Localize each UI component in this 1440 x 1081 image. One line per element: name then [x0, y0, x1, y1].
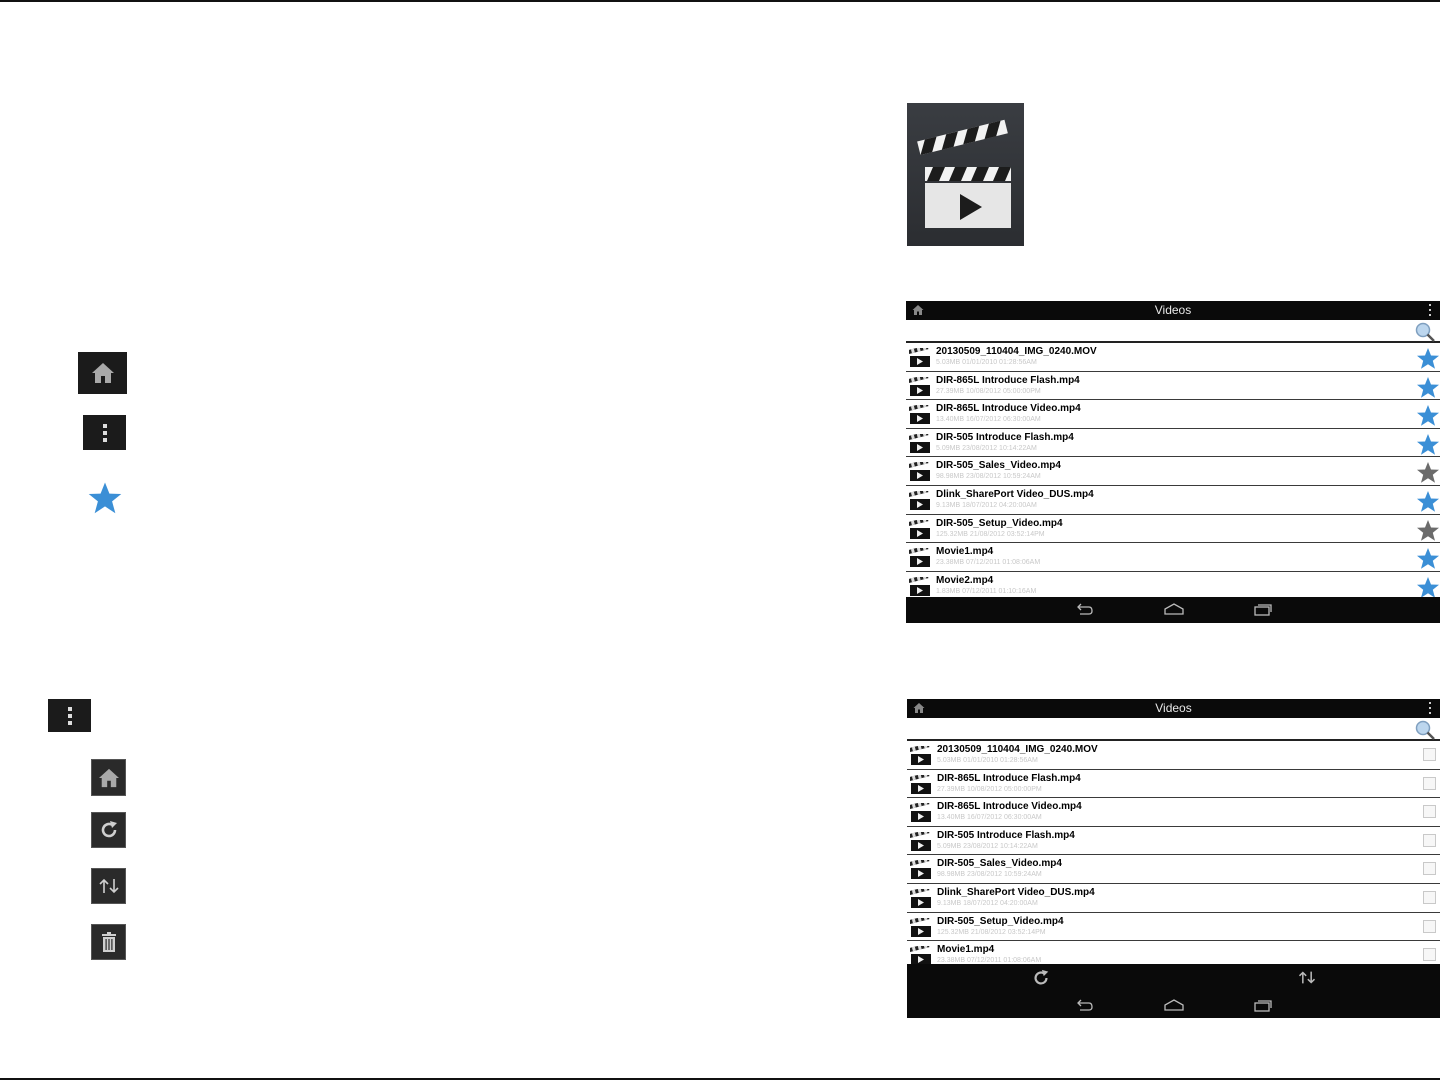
file-name: DIR-865L Introduce Flash.mp4 [936, 374, 1080, 386]
video-file-icon [910, 918, 932, 938]
refresh-icon [91, 812, 126, 848]
list-item[interactable] [907, 741, 1440, 770]
top-rule [0, 0, 1440, 2]
trash-icon [91, 924, 126, 960]
select-checkbox[interactable] [1423, 805, 1436, 818]
list-item[interactable] [906, 343, 1440, 372]
video-file-icon [909, 434, 931, 454]
list-item[interactable] [906, 486, 1440, 515]
file-name: DIR-505_Sales_Video.mp4 [937, 858, 1062, 870]
file-meta: 1.83MB 07/12/2011 01:10:16AM [936, 587, 1037, 595]
file-meta: 27.39MB 10/08/2012 05:00:00PM [936, 387, 1041, 395]
list-item[interactable] [907, 884, 1440, 913]
star-icon [87, 481, 123, 520]
video-file-icon [909, 377, 931, 397]
list-item[interactable] [906, 400, 1440, 429]
file-name: DIR-505_Setup_Video.mp4 [936, 517, 1063, 529]
video-file-icon [909, 548, 931, 568]
file-name: DIR-865L Introduce Video.mp4 [937, 801, 1082, 813]
file-name: Movie1.mp4 [937, 944, 995, 956]
select-checkbox[interactable] [1423, 862, 1436, 875]
file-meta: 23.38MB 07/12/2011 01:08:06AM [937, 957, 1042, 965]
file-meta: 98.98MB 23/08/2012 10:59:24AM [936, 473, 1041, 481]
file-name: 20130509_110404_IMG_0240.MOV [937, 744, 1098, 755]
video-file-icon [910, 803, 932, 823]
video-list [906, 343, 1440, 600]
title-bar [906, 301, 1440, 320]
file-name: Movie2.mp4 [936, 574, 994, 586]
file-meta: 5.09MB 23/08/2012 10:14:22AM [937, 842, 1038, 850]
nav-home-icon[interactable] [1163, 602, 1185, 621]
video-list [907, 741, 1440, 970]
list-item[interactable] [906, 543, 1440, 572]
file-name: DIR-505_Setup_Video.mp4 [937, 915, 1064, 927]
file-meta: 13.40MB 16/07/2012 06:30:00AM [937, 814, 1042, 822]
file-meta: 23.38MB 07/12/2011 01:08:06AM [936, 559, 1041, 567]
video-file-icon [909, 491, 931, 511]
select-checkbox[interactable] [1423, 834, 1436, 847]
video-file-icon [909, 520, 931, 540]
list-item[interactable] [907, 913, 1440, 942]
videos-screen-favorites [906, 301, 1440, 623]
bottom-rule [0, 1078, 1440, 1080]
file-meta: 5.03MB 01/01/2010 01:28:56AM [937, 757, 1038, 764]
select-checkbox[interactable] [1423, 920, 1436, 933]
list-item[interactable] [907, 798, 1440, 827]
system-nav-bar [906, 597, 1440, 623]
video-file-icon [909, 577, 931, 597]
video-file-icon [909, 348, 931, 368]
video-file-icon [910, 889, 932, 909]
file-name: DIR-505 Introduce Flash.mp4 [937, 829, 1075, 841]
file-name: DIR-865L Introduce Flash.mp4 [937, 772, 1081, 784]
home-icon [78, 352, 127, 394]
file-meta: 125.32MB 21/08/2012 03:52:14PM [937, 928, 1046, 936]
file-name: 20130509_110404_IMG_0240.MOV [936, 346, 1097, 357]
video-file-icon [910, 775, 932, 795]
file-meta: 5.03MB 01/01/2010 01:28:56AM [936, 359, 1037, 366]
file-meta: 9.13MB 18/07/2012 04:20:00AM [936, 501, 1037, 509]
back-icon[interactable] [1074, 998, 1094, 1017]
file-meta: 27.39MB 10/08/2012 05:00:00PM [937, 785, 1042, 793]
overflow-menu-icon [48, 699, 91, 732]
nav-home-icon[interactable] [1163, 998, 1185, 1017]
video-file-icon [910, 832, 932, 852]
file-name: Dlink_SharePort Video_DUS.mp4 [937, 886, 1095, 898]
select-checkbox[interactable] [1423, 891, 1436, 904]
video-file-icon [910, 860, 932, 880]
back-icon[interactable] [1074, 602, 1094, 621]
video-file-icon [909, 405, 931, 425]
file-name: Movie1.mp4 [936, 546, 994, 558]
list-item[interactable] [907, 855, 1440, 884]
title-bar [907, 699, 1440, 718]
file-meta: 13.40MB 16/07/2012 06:30:00AM [936, 416, 1041, 424]
video-file-icon [909, 462, 931, 482]
action-and-nav-bar [907, 964, 1440, 1018]
file-meta: 98.98MB 23/08/2012 10:59:24AM [937, 871, 1042, 879]
select-checkbox[interactable] [1423, 777, 1436, 790]
list-item[interactable] [906, 429, 1440, 458]
sort-icon [91, 868, 126, 904]
select-checkbox[interactable] [1423, 948, 1436, 961]
list-item[interactable] [906, 372, 1440, 401]
select-checkbox[interactable] [1423, 748, 1436, 761]
list-item[interactable] [907, 827, 1440, 856]
list-item[interactable] [906, 515, 1440, 544]
file-meta: 5.09MB 23/08/2012 10:14:22AM [936, 444, 1037, 452]
screen-title: Videos [1154, 303, 1192, 317]
refresh-icon[interactable] [1031, 968, 1051, 993]
recent-apps-icon[interactable] [1253, 998, 1273, 1017]
file-name: DIR-505_Sales_Video.mp4 [936, 460, 1061, 472]
video-file-icon [910, 746, 932, 766]
file-name: Dlink_SharePort Video_DUS.mp4 [936, 488, 1094, 500]
sort-icon[interactable] [1297, 970, 1317, 990]
file-name: DIR-865L Introduce Video.mp4 [936, 403, 1081, 415]
list-item[interactable] [907, 770, 1440, 799]
video-clapperboard-icon[interactable] [907, 103, 1024, 246]
recent-apps-icon[interactable] [1253, 602, 1273, 621]
list-item[interactable] [906, 457, 1440, 486]
file-name: DIR-505 Introduce Flash.mp4 [936, 431, 1074, 443]
search-bar[interactable] [906, 320, 1440, 343]
file-meta: 125.32MB 21/08/2012 03:52:14PM [936, 530, 1045, 538]
screen-title: Videos [1155, 701, 1192, 715]
overflow-menu-icon [83, 415, 126, 450]
videos-screen-edit [907, 699, 1440, 1018]
search-bar[interactable] [907, 718, 1440, 741]
file-meta: 9.13MB 18/07/2012 04:20:00AM [937, 899, 1038, 907]
home-icon [91, 759, 126, 796]
